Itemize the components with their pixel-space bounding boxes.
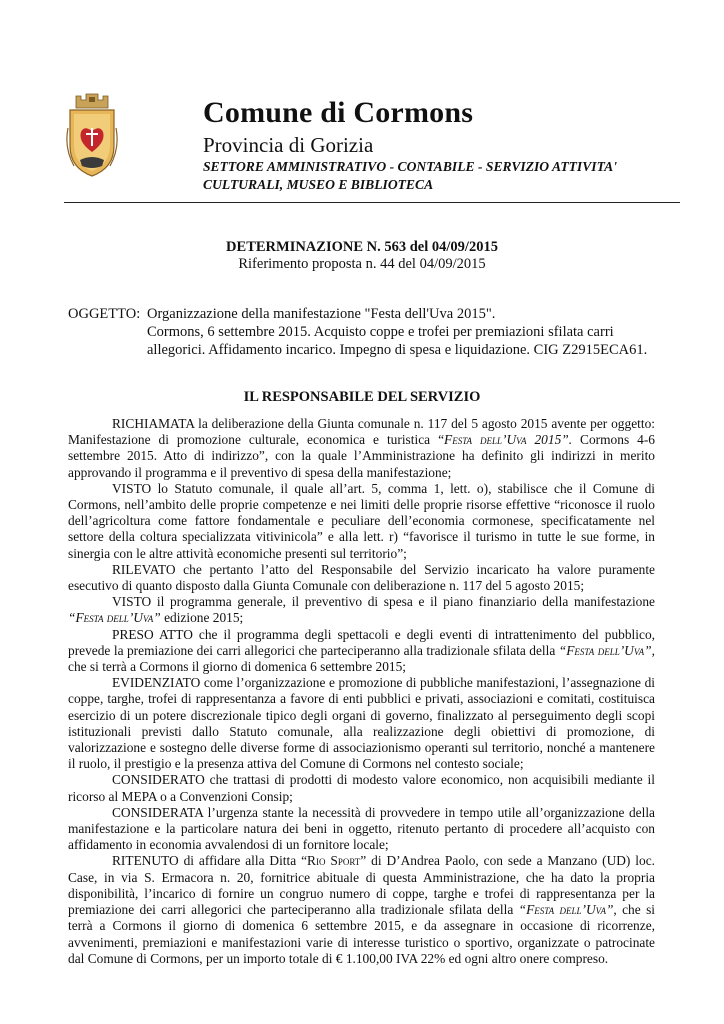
- text-run: , che si terrà a Cormons il giorno di domenica 6 settembre 2015;: [68, 642, 655, 675]
- event-name: “Festa dell’Uva”: [518, 902, 614, 918]
- coat-of-arms-icon: [64, 88, 120, 184]
- event-name: “Festa dell’Uva”: [68, 610, 161, 626]
- section-title: IL RESPONSABILE DEL SERVIZIO: [243, 389, 481, 405]
- subject-line-2: Cormons, 6 settembre 2015. Acquisto coppe e trofei per premiazioni sfilata carri: [147, 324, 614, 340]
- paragraph-preso-atto: [68, 627, 655, 676]
- text-run: RICHIAMATA la deliberazione della Giunta comunale n. 117 del 5 agosto 2015 avente per oggetto: Manifestazione di promozione culturale, economica e turistica “: [68, 416, 655, 448]
- paragraph-rilevato: RILEVATO che pertanto l’atto del Responsabile del Servizio incaricato ha valore puramente esecutivo di quanto disposto dalla Giunta Comunale con deliberazione n. 117 del 5 agosto 2015;: [68, 561, 655, 594]
- paragraph-considerato: CONSIDERATO che trattasi di prodotti di modesto valore economico, non acquisibili mediante il ricorso al MEPA o a Convenzioni Consip;: [68, 772, 655, 804]
- text-run: PRESO ATTO che il programma degli spettacoli e degli eventi di intrattenimento del pubblico, prevede la premiazione dei carri allegorici che parteciperanno alla tradizionale sfilata della: [68, 626, 655, 658]
- text-run: edizione 2015;: [160, 610, 244, 626]
- header-divider: [64, 202, 680, 203]
- paragraph-considerata: CONSIDERATA l’urgenza stante la necessità di provvedere in tempo utile all’organizzazione della manifestazione e la particolare natura dei beni in oggetto, ritenuto pertanto di procedere all’acquisto con affidamento in economia avvalendosi di un fornitore locale;: [68, 804, 655, 853]
- paragraph-evidenziato: EVIDENZIATO come l’organizzazione e promozione di pubbliche manifestazioni, l’assegnazione di coppe, targhe, trofei di rappresentanza a favore di enti pubblici e privati, associazioni e comitati, costituisca esercizio di un potere discrezionale tipico degli organi di governo, finalizzato al perseguimento degli scopi istituzionali previsti dallo Statuto comunale, alla realizzazione degli obiettivi di promozione, di valorizzazione e sostegno delle diverse forme di associazionismo operanti sul territorio, nonché a mantenere il ruolo, il prestigio e la presenza attiva del Comune di Cormons nel contesto sociale;: [68, 675, 655, 772]
- subject-label: OGGETTO:: [68, 306, 141, 322]
- subject-text: [147, 305, 687, 359]
- document-body: [68, 416, 655, 967]
- text-run: RITENUTO di affidare alla Ditta “: [112, 853, 308, 869]
- event-name: “Festa dell’Uva”: [558, 642, 652, 658]
- determination-reference: Riferimento proposta n. 44 del 04/09/2015: [238, 256, 486, 272]
- text-run: Cormons 4-6 settembre 2015. Atto di indirizzo”, con la quale l’Amministrazione ha definito gli indirizzi in merito approvando il programma e il preventivo di spesa della manifestazione;: [68, 432, 655, 480]
- sector-line-2: CULTURALI, MUSEO E BIBLIOTECA: [203, 177, 434, 192]
- paragraph-visto-statuto: VISTO lo Statuto comunale, il quale all’art. 5, comma 1, lett. o), stabilisce che il Comune di Cormons, nell’ambito delle proprie competenze e nei limiti delle proprie risorse effettive “riconosce il ruolo dell’agricoltura come fattore fondamentale e peculiare dell’economia cormonese, specificatamente nel settore della coltura specializzata vitivinicola” e alla lett. r) “favorisce il turismo in tutte le sue forme, in sinergia con le altre attività economiche presenti sul territorio”;: [68, 480, 655, 561]
- paragraph-richiamata: [68, 416, 655, 481]
- sector-name: [203, 158, 683, 194]
- text-run: , che si terrà a Cormons il giorno di domenica 6 settembre 2015, e da assegnare in occasione di ricorrenze, avvenimenti, premiazioni e manifestazioni varie di interesse turistico o sportivo, organizzate o patrocinate dal Comune di Cormons, per un importo totale di € 1.100,00 IVA 22% ed ogni altro onere compreso.: [68, 902, 655, 966]
- company-name: Rio Sport: [307, 853, 361, 869]
- subject-line-3: allegorici. Affidamento incarico. Impegno di spesa e liquidazione. CIG Z2915ECA61.: [147, 342, 648, 358]
- text-run: VISTO il programma generale, il preventivo di spesa e il piano finanziario della manifestazione: [112, 594, 655, 610]
- sector-line-1: SETTORE AMMINISTRATIVO - CONTABILE - SERVIZIO ATTIVITA': [203, 159, 617, 174]
- event-name: Festa dell’Uva 2015”.: [444, 432, 573, 448]
- municipality-title: Comune di Cormons: [203, 96, 474, 129]
- province-name: Provincia di Gorizia: [203, 133, 374, 157]
- determination-title: DETERMINAZIONE N. 563 del 04/09/2015: [226, 239, 498, 255]
- paragraph-visto-programma: [68, 594, 655, 626]
- text-run: ” di D’Andrea Paolo, con sede a Manzano (UD) loc. Case, in via S. Ermacora n. 20, fornitrice abituale di questa Amministrazione, che ha dato la propria disponibilità, l’incarico di fornire un congruo numero di coppe, targhe e trofei di rappresentanza per la premiazione dei carri allegorici che parteciperanno alla tradizionale sfilata della: [68, 853, 655, 918]
- subject-line-1: Organizzazione della manifestazione "Festa dell'Uva 2015".: [147, 306, 496, 322]
- paragraph-ritenuto: [68, 853, 655, 966]
